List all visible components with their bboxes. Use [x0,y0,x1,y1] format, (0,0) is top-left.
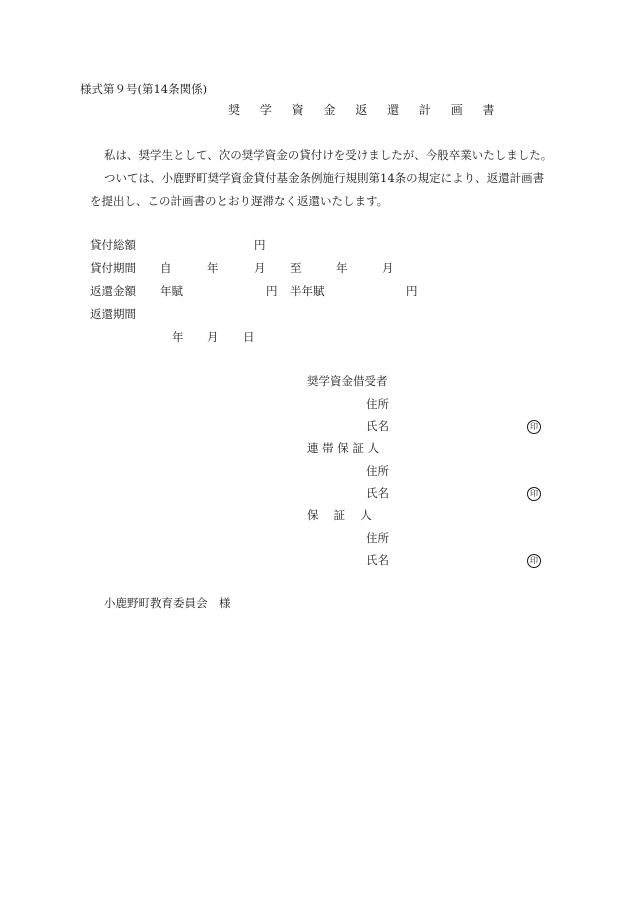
repay-semiannual-label: 半年賦 [290,284,325,298]
loan-period-to: 至 [290,261,302,275]
borrower-address-label: 住所 [366,397,389,411]
borrower-heading: 奨学資金借受者 [307,374,388,388]
loan-period-year-2: 年 [336,261,348,275]
repay-semiannual-unit: 円 [406,284,418,298]
form-number: 様式第９号(第14条関係) [80,82,208,96]
loan-period-month: 月 [254,261,266,275]
loan-period-month-2: 月 [382,261,394,275]
guarantor-name-label: 氏名 [366,553,389,567]
guarantor-address-label: 住所 [366,531,389,545]
repay-amount-label: 返還金額 [90,284,136,298]
date-month: 月 [207,330,219,344]
repay-annual-unit: 円 [266,284,278,298]
joint-guarantor-seal-mark: 印 [527,487,541,501]
joint-guarantor-address-label: 住所 [366,464,389,478]
body-line-2: ついては、小鹿野町奨学資金貸付基金条例施行規則第14条の規定により、返還計画書 [104,171,545,185]
loan-period-label: 貸付期間 [90,261,136,275]
loan-total-label: 貸付総額 [90,238,136,252]
guarantor-seal-mark: 印 [527,554,541,568]
repay-period-label: 返還期間 [90,307,136,321]
addressee: 小鹿野町教育委員会 様 [104,596,231,610]
body-line-1: 私は、奨学生として、次の奨学資金の貸付けを受けましたが、今般卒業いたしました。 [104,148,553,162]
date-year: 年 [172,330,184,344]
date-day: 日 [243,330,255,344]
repay-annual-label: 年賦 [160,284,183,298]
guarantor-heading: 保 証 人 [307,508,372,522]
joint-guarantor-name-label: 氏名 [366,486,389,500]
document-title: 奨 学 資 金 返 還 計 画 書 [228,103,503,117]
joint-guarantor-heading: 連 帯 保 証 人 [307,441,380,455]
loan-total-unit: 円 [254,238,266,252]
loan-period-from: 自 [160,261,172,275]
borrower-name-label: 氏名 [366,419,389,433]
body-line-3: を提出し、この計画書のとおり遅滞なく返還いたします。 [90,194,389,208]
loan-period-year: 年 [207,261,219,275]
borrower-seal-mark: 印 [527,420,541,434]
